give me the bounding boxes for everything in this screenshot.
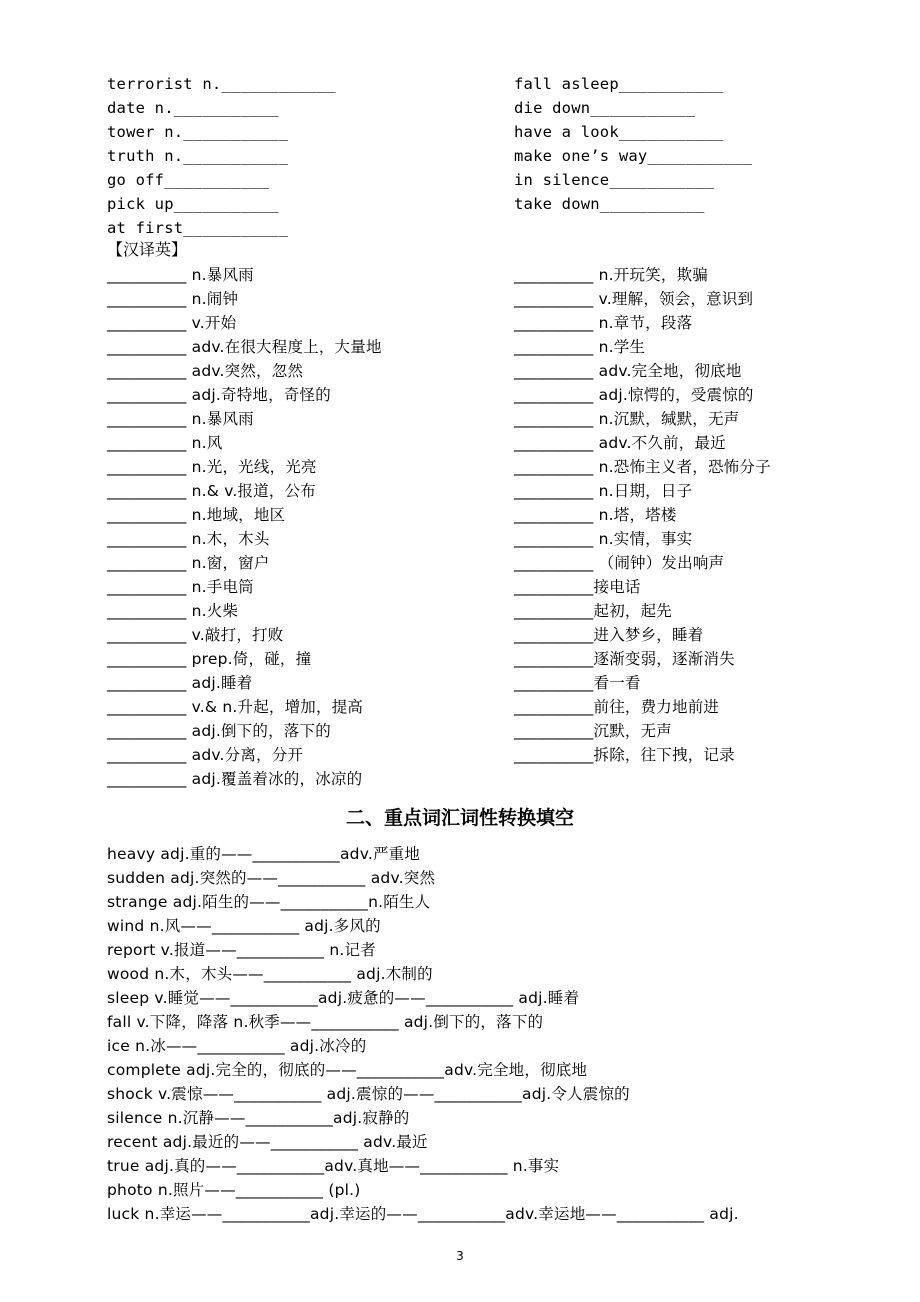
chn-item: __________逐渐变弱，逐渐消失 xyxy=(514,650,735,668)
conversion-line: true adj.真的——___________adv.真地——___________ n.事实 xyxy=(107,1157,560,1175)
eng-item: tower n.___________ xyxy=(107,123,289,141)
eng-item: have a look___________ xyxy=(514,123,724,141)
conversion-line: sleep v.睡觉——___________adj.疲惫的——___________ adj.睡着 xyxy=(107,989,580,1007)
chn-item: __________ adv.分离，分开 xyxy=(107,746,304,764)
eng-item: in silence___________ xyxy=(514,171,715,189)
chn-item: __________沉默，无声 xyxy=(514,722,673,740)
chn-item: __________起初，起先 xyxy=(514,602,673,620)
chn-item: __________ n.火柴 xyxy=(107,602,239,620)
chn-item: __________ adv.完全地，彻底地 xyxy=(514,362,742,380)
eng-item: fall asleep___________ xyxy=(514,75,724,93)
chn-item: __________ n.开玩笑，欺骗 xyxy=(514,266,708,284)
chn-item: __________ adj.睡着 xyxy=(107,674,253,692)
chn-item: __________ v.开始 xyxy=(107,314,237,332)
section-two-title: 二、重点词汇词性转换填空 xyxy=(345,807,574,829)
chn-item: __________ adj.惊愕的，受震惊的 xyxy=(514,386,754,404)
conversion-line: ice n.冰——___________ adj.冰冷的 xyxy=(107,1037,367,1055)
chn-item: __________接电话 xyxy=(514,578,641,596)
page-number: 3 xyxy=(456,1249,464,1263)
eng-item: truth n.___________ xyxy=(107,147,289,165)
chn-item: __________ adv.在很大程度上，大量地 xyxy=(107,338,382,356)
eng-item: go off___________ xyxy=(107,171,270,189)
conversion-line: recent adj.最近的——___________ adv.最近 xyxy=(107,1133,428,1151)
chn-item: __________ n.塔，塔楼 xyxy=(514,506,677,524)
chn-item: __________ v.敲打，打败 xyxy=(107,626,284,644)
chn-item: __________ n.& v.报道，公布 xyxy=(107,482,316,500)
chn-item: __________ n.暴风雨 xyxy=(107,266,254,284)
chn-item: __________前往，费力地前进 xyxy=(514,698,720,716)
chn-item: __________ adv.突然，忽然 xyxy=(107,362,304,380)
chn-item: __________ adj.覆盖着冰的，冰凉的 xyxy=(107,770,363,788)
chn-item: __________进入梦乡，睡着 xyxy=(514,626,704,644)
conversion-line: fall v.下降，降落 n.秋季——___________ adj.倒下的，落下的 xyxy=(107,1013,544,1031)
conversion-line: sudden adj.突然的——___________ adv.突然 xyxy=(107,869,436,887)
chn-item: __________ n.地域，地区 xyxy=(107,506,286,524)
chn-item: __________ （闹钟）发出响声 xyxy=(514,554,725,572)
chn-item: __________ n.日期，日子 xyxy=(514,482,693,500)
chn-item: __________ n.实情，事实 xyxy=(514,530,693,548)
chn-item: __________ n.手电筒 xyxy=(107,578,254,596)
chn-item: __________ n.闹钟 xyxy=(107,290,239,308)
chn-item: __________ n.恐怖主义者，恐怖分子 xyxy=(514,458,771,476)
chn-item: __________ v.& n.升起，增加，提高 xyxy=(107,698,364,716)
conversion-line: luck n.幸运——___________adj.幸运的——___________adv.幸运地——___________ adj. xyxy=(107,1205,739,1223)
eng-item: die down___________ xyxy=(514,99,696,117)
chn-item: __________ n.光，光线，光亮 xyxy=(107,458,317,476)
conversion-line: complete adj.完全的，彻底的——___________adv.完全地，彻底地 xyxy=(107,1061,588,1079)
chn-item: __________拆除，往下拽，记录 xyxy=(514,746,735,764)
chn-item: __________ adj.倒下的，落下的 xyxy=(107,722,331,740)
chn-item: __________看一看 xyxy=(514,674,641,692)
chn-item: __________ n.沉默，缄默，无声 xyxy=(514,410,740,428)
chn-item: __________ n.暴风雨 xyxy=(107,410,254,428)
conversion-line: report v.报道——___________ n.记者 xyxy=(107,941,376,959)
eng-item: terrorist n.____________ xyxy=(107,75,336,93)
eng-item: date n.___________ xyxy=(107,99,279,117)
conversion-line: silence n.沉静——___________adj.寂静的 xyxy=(107,1109,410,1127)
conversion-line: heavy adj.重的——___________adv.严重地 xyxy=(107,845,421,863)
chn-item: __________ prep.倚，碰，撞 xyxy=(107,650,312,668)
eng-item: make one’s way___________ xyxy=(514,147,753,165)
conversion-line: strange adj.陌生的——___________n.陌生人 xyxy=(107,893,431,911)
eng-item: pick up___________ xyxy=(107,195,279,213)
chn-item: __________ v.理解，领会，意识到 xyxy=(514,290,754,308)
chn-item: __________ adj.奇特地，奇怪的 xyxy=(107,386,331,404)
chn-item: __________ n.风 xyxy=(107,434,223,452)
conversion-line: wind n.风——___________ adj.多风的 xyxy=(107,917,381,935)
conversion-line: shock v.震惊——___________ adj.震惊的——___________adj.令人震惊的 xyxy=(107,1085,630,1103)
conversion-line: photo n.照片——___________ (pl.) xyxy=(107,1181,361,1199)
conversion-line: wood n.木，木头——___________ adj.木制的 xyxy=(107,965,433,983)
chn-to-eng-heading: 【汉译英】 xyxy=(107,240,188,259)
chn-item: __________ n.学生 xyxy=(514,338,646,356)
chn-item: __________ n.章节，段落 xyxy=(514,314,693,332)
chn-item: __________ n.窗，窗户 xyxy=(107,554,270,572)
chn-item: __________ adv.不久前，最近 xyxy=(514,434,726,452)
chn-item: __________ n.木，木头 xyxy=(107,530,270,548)
eng-item: take down___________ xyxy=(514,195,705,213)
eng-item: at first___________ xyxy=(107,219,289,237)
